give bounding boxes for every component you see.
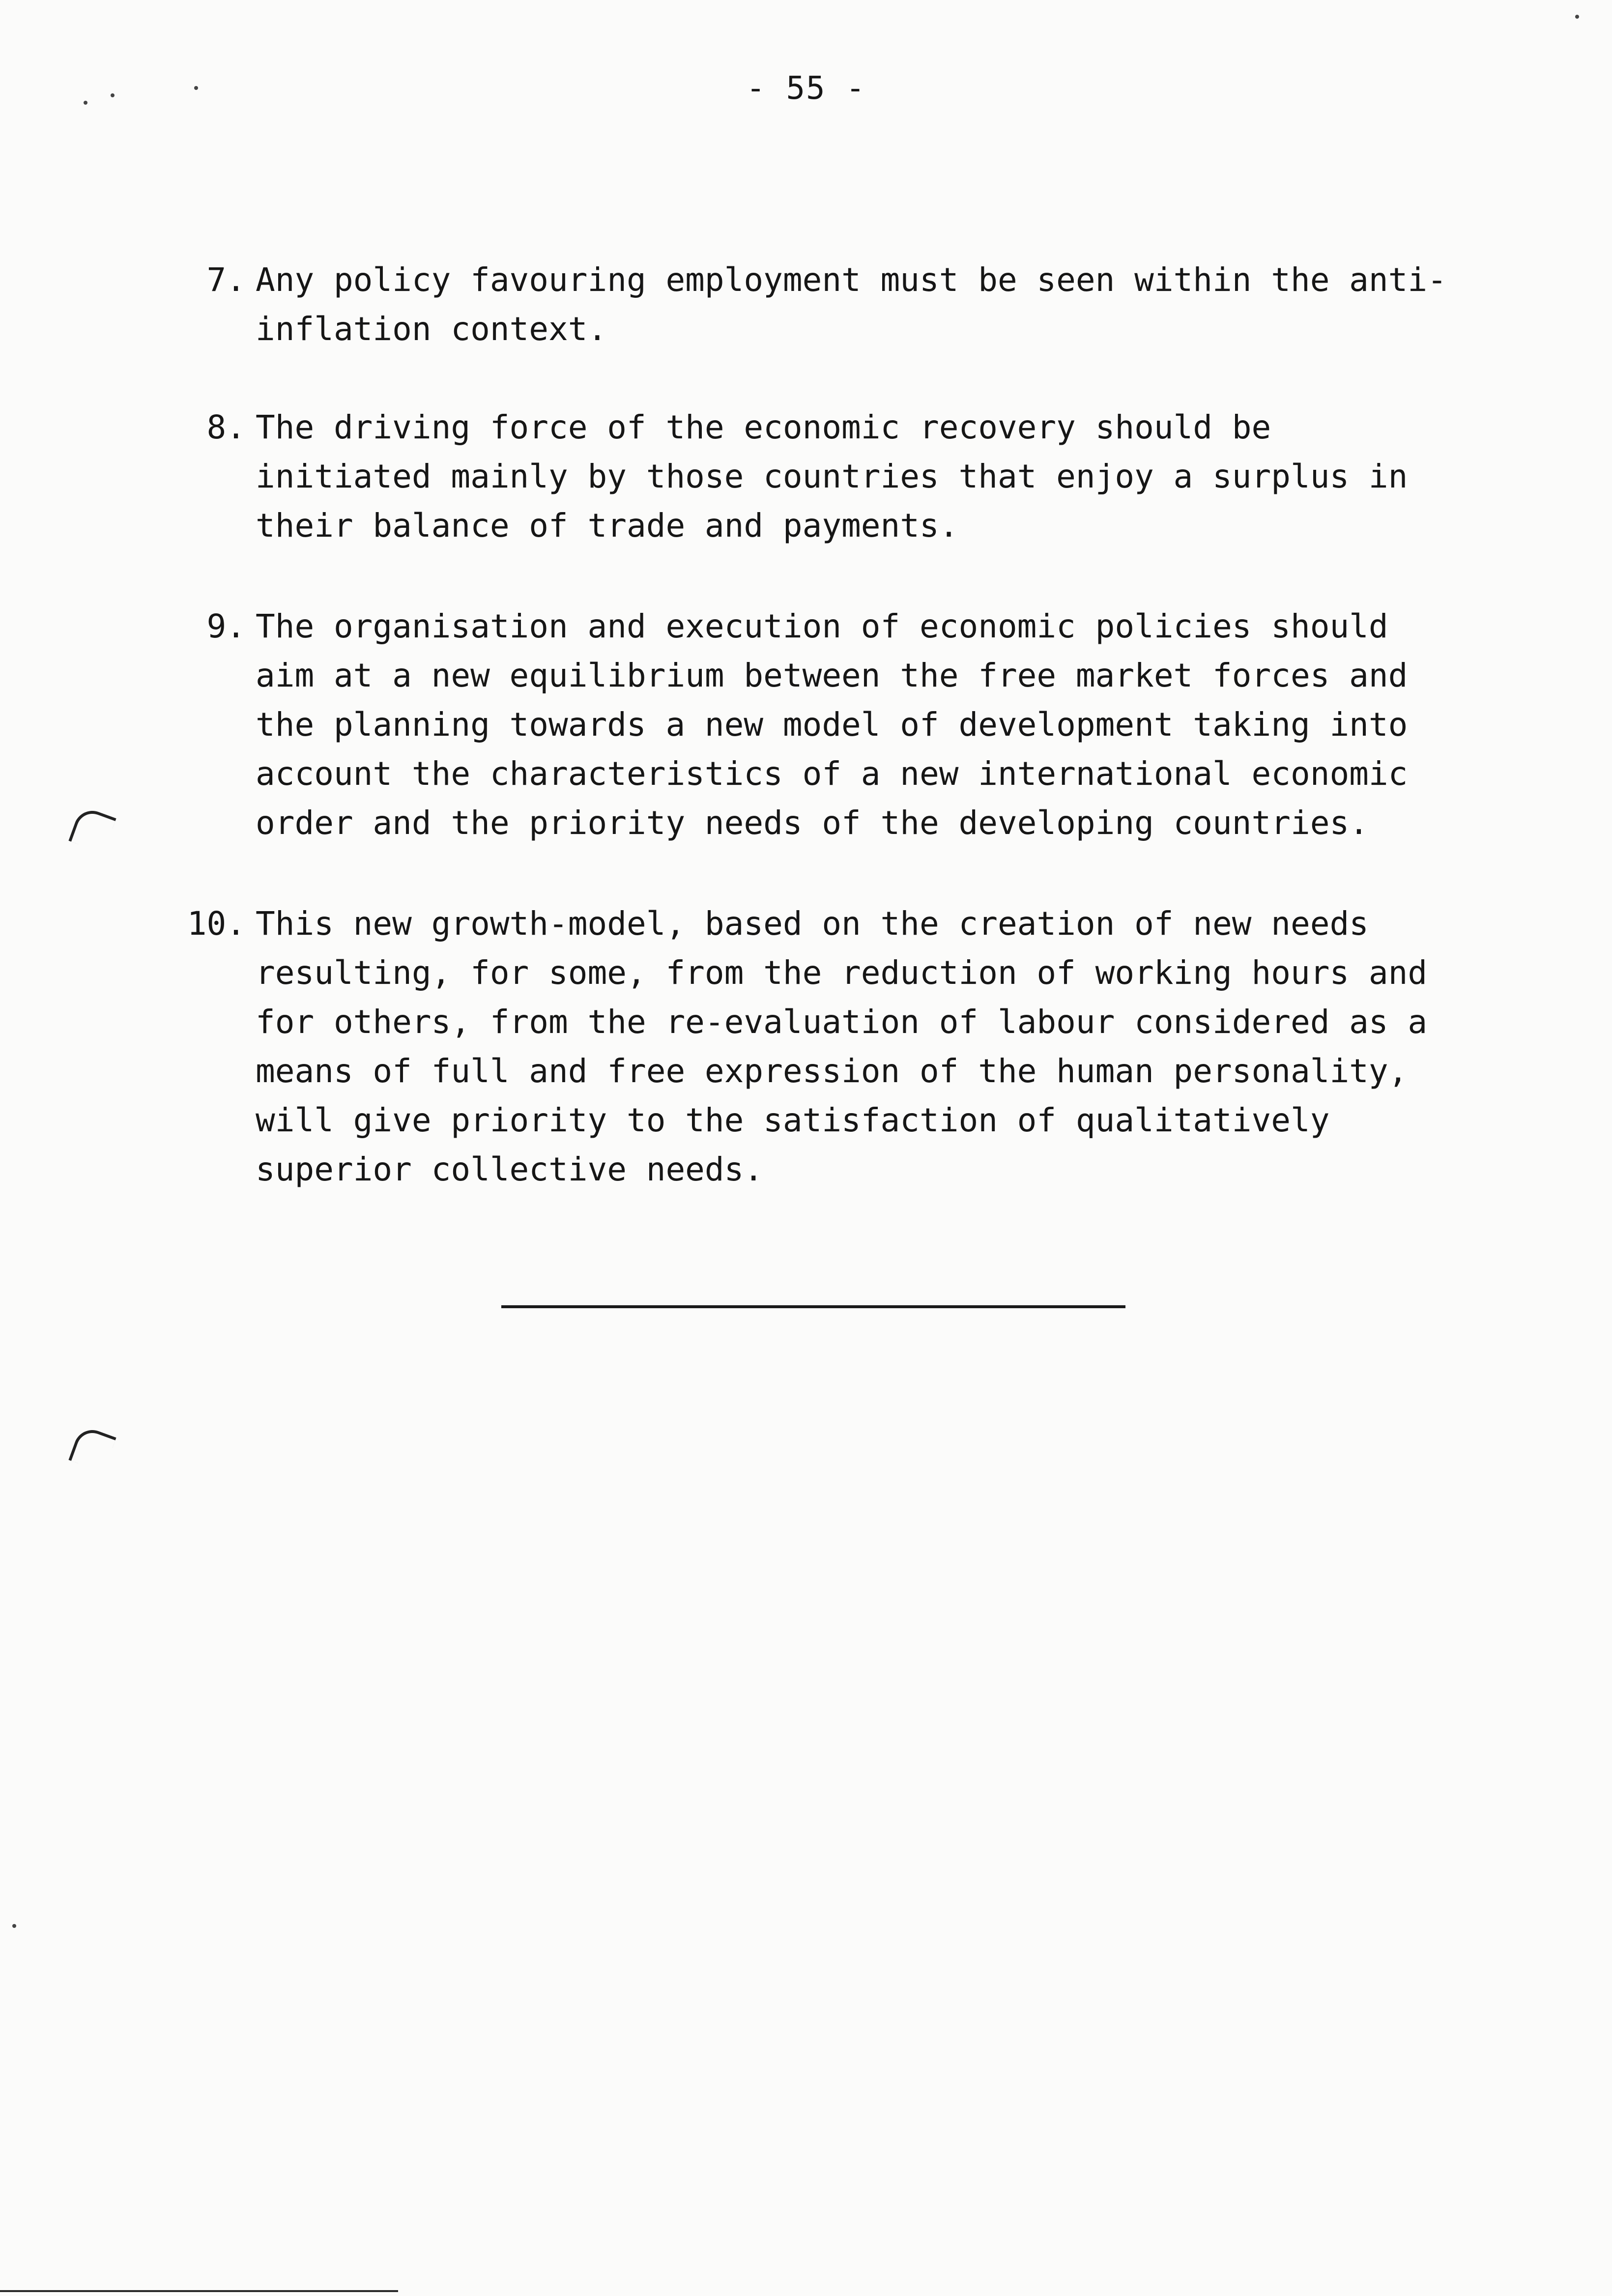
binder-hole-mark <box>68 1425 116 1472</box>
text-line: means of full and free expression of the human personality, <box>256 1052 1408 1090</box>
text-line: inflation context. <box>256 310 607 348</box>
numbered-paragraph-7 <box>147 256 1474 354</box>
text-line: order and the priority needs of the developing countries. <box>256 804 1369 842</box>
paragraph-text <box>256 256 1465 354</box>
text-line: initiated mainly by those countries that enjoy a surplus in <box>256 458 1408 495</box>
text-line: their balance of trade and payments. <box>256 507 959 545</box>
paragraph-number: 7. <box>206 261 246 299</box>
text-line: for others, from the re-evaluation of labour considered as a <box>256 1003 1428 1041</box>
text-line: This new growth-model, based on the creation of new needs <box>256 905 1369 943</box>
section-end-rule <box>501 1305 1125 1308</box>
scan-speck <box>12 1924 16 1928</box>
binder-hole-mark <box>68 805 116 853</box>
paragraph-number: 10. <box>187 905 246 943</box>
numbered-paragraph-10 <box>147 899 1474 1194</box>
scan-speck <box>1575 15 1579 19</box>
text-line: superior collective needs. <box>256 1150 764 1188</box>
text-line: account the characteristics of a new international economic <box>256 755 1408 793</box>
text-line: aim at a new equilibrium between the free market forces and <box>256 657 1408 694</box>
text-line: will give priority to the satisfaction of qualitatively <box>256 1101 1330 1139</box>
text-line: resulting, for some, from the reduction of working hours and <box>256 954 1428 992</box>
numbered-paragraph-9 <box>147 602 1474 848</box>
paragraph-text <box>256 602 1465 848</box>
text-line: The driving force of the economic recovery should be <box>256 408 1271 446</box>
page-number: - 55 - <box>746 70 866 107</box>
paragraph-number: 8. <box>206 408 246 446</box>
paragraph-text <box>256 899 1465 1194</box>
text-line: the planning towards a new model of development taking into <box>256 706 1408 744</box>
text-line: The organisation and execution of economic policies should <box>256 607 1388 645</box>
paragraph-number: 9. <box>206 607 246 645</box>
paragraph-text <box>256 403 1465 550</box>
numbered-paragraph-8 <box>147 403 1474 550</box>
footer-rule <box>0 2290 398 2292</box>
text-line: Any policy favouring employment must be seen within the anti- <box>256 261 1447 299</box>
